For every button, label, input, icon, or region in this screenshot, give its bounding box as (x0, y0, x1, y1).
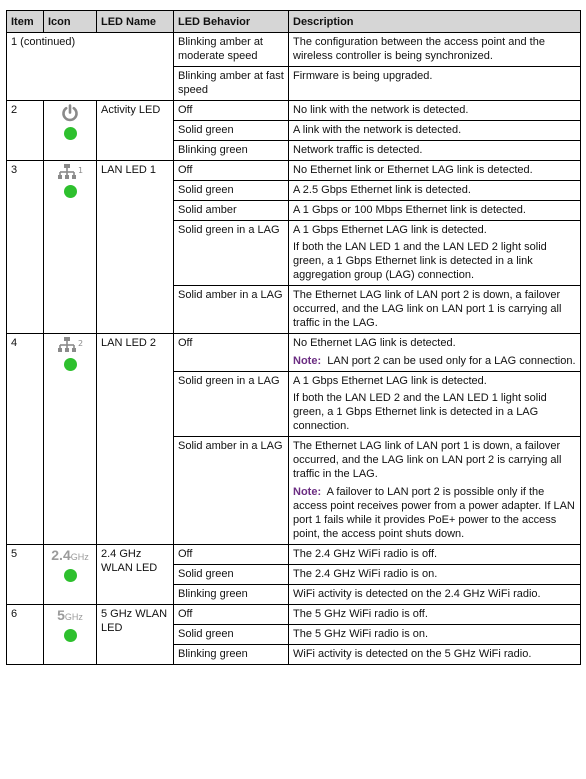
item-cell: 4 (7, 334, 44, 545)
behavior-cell: Solid green (174, 121, 289, 141)
item-cell: 6 (7, 605, 44, 665)
behavior-cell: Off (174, 334, 289, 372)
item-cell: 3 (7, 161, 44, 334)
icon-cell (44, 334, 97, 545)
header-row (7, 11, 581, 33)
description-text: A 1 Gbps Ethernet LAG link is detected. (293, 375, 487, 387)
header-item: Item (7, 11, 44, 33)
power-icon (60, 103, 80, 123)
description-cell (289, 372, 581, 437)
icon-cell (44, 101, 97, 161)
behavior-cell: Solid green in a LAG (174, 221, 289, 286)
description-cell: A 2.5 Gbps Ethernet link is detected. (289, 181, 581, 201)
description-cell: WiFi activity is detected on the 2.4 GHz WiFi radio. (289, 585, 581, 605)
behavior-cell: Solid green (174, 181, 289, 201)
led-green-dot (64, 127, 77, 140)
wifi-2-4ghz-icon: 2.4GHz (51, 547, 89, 563)
item-cell: 5 (7, 545, 44, 605)
header-icon: Icon (44, 11, 97, 33)
description-cell: No Ethernet link or Ethernet LAG link is detected. (289, 161, 581, 181)
table-row (7, 605, 581, 625)
behavior-cell: Solid green (174, 565, 289, 585)
table-row (7, 545, 581, 565)
led-green-dot (64, 569, 77, 582)
behavior-cell: Solid green in a LAG (174, 372, 289, 437)
svg-text:1: 1 (78, 166, 83, 175)
description-cell: The 5 GHz WiFi radio is on. (289, 625, 581, 645)
led-name-cell: LAN LED 2 (97, 334, 174, 545)
description-cell: The Ethernet LAG link of LAN port 2 is down, a failover occurred, and the LAG link on LAN port 1 is carrying all traffic in the LAG. (289, 286, 581, 334)
led-table (6, 10, 581, 665)
behavior-cell: Blinking green (174, 585, 289, 605)
behavior-cell: Blinking green (174, 141, 289, 161)
description-cell (289, 221, 581, 286)
led-name-cell: LAN LED 1 (97, 161, 174, 334)
note (293, 485, 576, 541)
behavior-cell: Off (174, 161, 289, 181)
behavior-cell: Blinking amber at fast speed (174, 67, 289, 101)
table-row (7, 334, 581, 372)
header-description: Description (289, 11, 581, 33)
description-cell: The configuration between the access point and the wireless controller is being synchronized. (289, 33, 581, 67)
note (293, 354, 576, 368)
description-cell: A 1 Gbps or 100 Mbps Ethernet link is detected. (289, 201, 581, 221)
note-text: A failover to LAN port 2 is possible only if the access point receives power from a power adapter. If LAN port 1 fails while it provides PoE+ power to the access point, the access point shuts down. (293, 486, 575, 540)
svg-text:2: 2 (78, 339, 83, 348)
led-green-dot (64, 358, 77, 371)
description-cell: WiFi activity is detected on the 5 GHz WiFi radio. (289, 645, 581, 665)
behavior-cell: Off (174, 101, 289, 121)
item-cell: 2 (7, 101, 44, 161)
description-cell: Network traffic is detected. (289, 141, 581, 161)
icon-cell (44, 605, 97, 665)
description-cell: Firmware is being upgraded. (289, 67, 581, 101)
behavior-cell: Solid amber (174, 201, 289, 221)
led-name-cell: Activity LED (97, 101, 174, 161)
table-row (7, 33, 581, 67)
description-text: A 1 Gbps Ethernet LAG link is detected. (293, 224, 487, 236)
behavior-cell: Solid amber in a LAG (174, 286, 289, 334)
description-cell: A link with the network is detected. (289, 121, 581, 141)
description-cell (289, 334, 581, 372)
description-text: If both the LAN LED 2 and the LAN LED 1 light solid green, a 1 Gbps Ethernet link is detected in a LAG connection. (293, 392, 547, 432)
led-green-dot (64, 185, 77, 198)
behavior-cell: Solid green (174, 625, 289, 645)
description-text: If both the LAN LED 1 and the LAN LED 2 light solid green, a 1 Gbps Ethernet link is detected in a link aggregation group (LAG) connection. (293, 241, 547, 281)
description-text: The Ethernet LAG link of LAN port 1 is down, a failover occurred, and the LAG link on LAN port 2 is carrying all traffic in the LAG. (293, 440, 562, 480)
lan-2-icon (57, 336, 83, 354)
note-text: LAN port 2 can be used only for a LAG connection. (327, 355, 576, 367)
note-label: Note: (293, 486, 322, 498)
description-text: No Ethernet LAG link is detected. (293, 337, 456, 349)
led-name-cell: 5 GHz WLAN LED (97, 605, 174, 665)
lan-1-icon (57, 163, 83, 181)
icon-cell (44, 545, 97, 605)
wifi-5ghz-icon: 5GHz (57, 607, 83, 623)
behavior-cell: Blinking amber at moderate speed (174, 33, 289, 67)
description-cell: The 2.4 GHz WiFi radio is off. (289, 545, 581, 565)
led-green-dot (64, 629, 77, 642)
table-row (7, 161, 581, 181)
behavior-cell: Blinking green (174, 645, 289, 665)
note-label: Note: (293, 355, 322, 367)
header-led-behavior: LED Behavior (174, 11, 289, 33)
description-cell: No link with the network is detected. (289, 101, 581, 121)
behavior-cell: Solid amber in a LAG (174, 437, 289, 545)
behavior-cell: Off (174, 605, 289, 625)
table-row (7, 101, 581, 121)
icon-cell (44, 161, 97, 334)
description-cell: The 2.4 GHz WiFi radio is on. (289, 565, 581, 585)
item-cell: 1 (continued) (7, 33, 174, 101)
header-led-name: LED Name (97, 11, 174, 33)
behavior-cell: Off (174, 545, 289, 565)
description-cell (289, 437, 581, 545)
description-cell: The 5 GHz WiFi radio is off. (289, 605, 581, 625)
led-name-cell: 2.4 GHz WLAN LED (97, 545, 174, 605)
